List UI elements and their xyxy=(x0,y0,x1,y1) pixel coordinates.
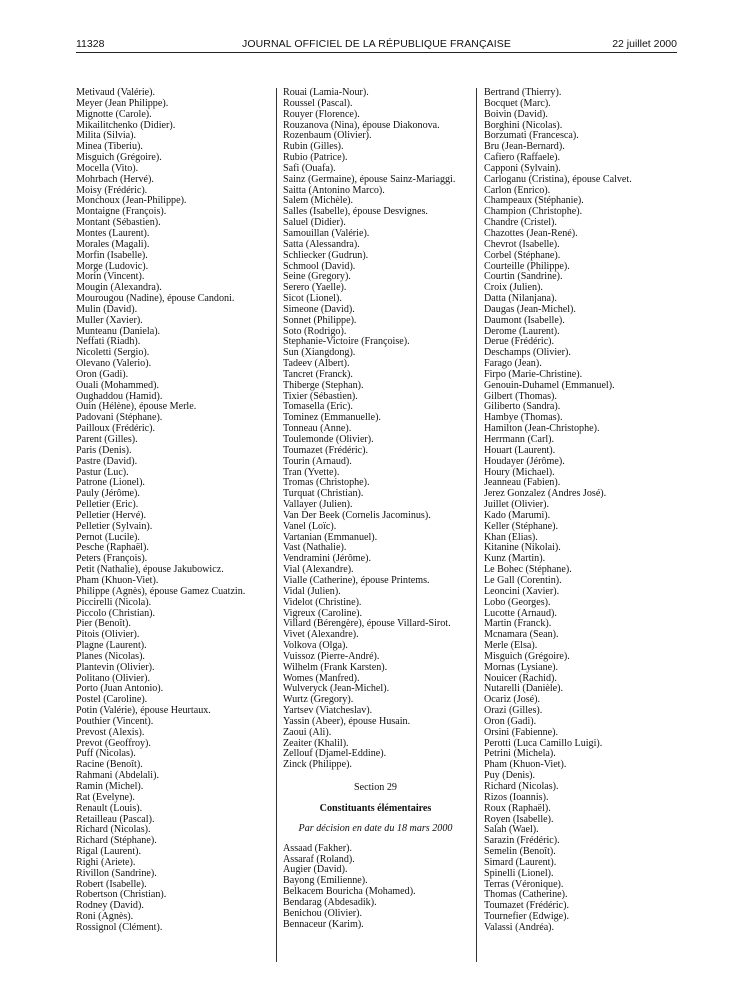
list-item: Vivet (Alexandre). xyxy=(283,629,359,641)
list-item: Tournefier (Edwige). xyxy=(484,911,570,923)
list-item: Plantevin (Olivier). xyxy=(76,661,155,673)
list-item: Chazottes (Jean-René). xyxy=(484,227,578,239)
list-item: Muller (Xavier). xyxy=(76,314,143,326)
list-item: Vigreux (Caroline). xyxy=(283,607,362,619)
list-item: Rubio (Patrice). xyxy=(283,152,348,164)
list-item: Ocariz (José). xyxy=(484,694,541,706)
list-item: Toumazet (Frédéric). xyxy=(484,900,570,912)
list-item: Ouali (Mohammed). xyxy=(76,379,159,391)
list-item: Yassin (Abeer), épouse Husain. xyxy=(283,715,411,727)
list-item: Nicoletti (Sergio). xyxy=(76,347,150,359)
list-item: Farago (Jean). xyxy=(484,358,542,370)
list-item: Renault (Louis). xyxy=(76,802,143,814)
list-item: Sicot (Lionel). xyxy=(283,293,342,305)
list-item: Montes (Laurent). xyxy=(76,227,150,239)
list-item: Pailloux (Frédéric). xyxy=(76,423,156,435)
list-item: Kunz (Martin). xyxy=(484,553,546,565)
list-item: Juillet (Olivier). xyxy=(484,499,550,511)
list-item: Metivaud (Valérie). xyxy=(76,87,156,98)
list-item: Porto (Juan Antonio). xyxy=(76,683,164,695)
list-item: Turquat (Christian). xyxy=(283,488,364,500)
list-item: Daugas (Jean-Michel). xyxy=(484,303,576,315)
list-item: Tancret (Franck). xyxy=(283,368,353,380)
list-item: Tonneau (Anne). xyxy=(283,423,352,435)
list-item: Martin (Franck). xyxy=(484,618,552,630)
list-item: Toumazet (Frédéric). xyxy=(283,444,369,456)
list-item: Womes (Manfred). xyxy=(283,672,360,684)
list-item: Semelin (Benoît). xyxy=(484,846,556,858)
list-item: Salem (Michèle). xyxy=(283,195,354,207)
list-item: Vast (Nathalie). xyxy=(283,542,347,554)
list-item: Sonnet (Philippe). xyxy=(283,314,357,326)
list-item: Prevost (Alexis). xyxy=(76,726,145,738)
list-item: Toulemonde (Olivier). xyxy=(283,434,374,445)
page-header xyxy=(76,38,677,53)
list-item: Rouyer (Florence). xyxy=(283,108,360,120)
list-item: Plagne (Laurent). xyxy=(76,640,147,652)
list-item: Kado (Marumi). xyxy=(484,509,551,521)
list-item: Pitois (Olivier). xyxy=(76,629,140,641)
list-item: Vuissoz (Pierre-André). xyxy=(283,650,380,662)
list-item: Herrmann (Carl). xyxy=(484,434,555,445)
list-item: Volkova (Olga). xyxy=(283,640,348,652)
list-item: Rodney (David). xyxy=(76,900,144,912)
list-item: Firpo (Marie-Christine). xyxy=(484,368,583,380)
list-item: Pouthier (Vincent). xyxy=(76,715,154,727)
list-item: Paris (Denis). xyxy=(76,444,132,456)
list-item: Misguich (Grégoire). xyxy=(484,650,570,662)
list-item: Champeaux (Stéphanie). xyxy=(484,195,584,207)
list-item: Benichou (Olivier). xyxy=(283,907,363,919)
list-item: Pham (Khuon-Viet). xyxy=(484,759,567,771)
list-item: Pernot (Lucile). xyxy=(76,531,140,543)
list-item: Patrone (Lionel). xyxy=(76,477,145,489)
list-item: Postel (Caroline). xyxy=(76,694,148,706)
list-item: Robertson (Christian). xyxy=(76,889,167,901)
list-item: Soto (Rodrigo). xyxy=(283,325,347,337)
list-item: Terras (Véronique). xyxy=(484,878,564,890)
list-item: Mcnamara (Sean). xyxy=(484,629,559,641)
list-item: Vialle (Catherine), épouse Printems. xyxy=(283,574,430,586)
list-item: Mohrbach (Hervé). xyxy=(76,173,154,185)
list-item: Roussel (Pascal). xyxy=(283,97,353,109)
list-item: Pauly (Jérôme). xyxy=(76,488,140,500)
list-item: Keller (Stéphane). xyxy=(484,520,558,532)
list-item: Assaraf (Roland). xyxy=(283,853,355,865)
list-item: Schliecker (Gudrun). xyxy=(283,249,369,261)
list-item: Tadeev (Albert). xyxy=(283,358,350,370)
list-item: Montant (Sébastien). xyxy=(76,217,161,229)
list-item: Ouin (Hélène), épouse Merle. xyxy=(76,401,197,413)
list-item: Racine (Benoît). xyxy=(76,759,143,771)
list-item: Derome (Laurent). xyxy=(484,325,560,337)
list-item: Bayong (Emilienne). xyxy=(283,875,368,887)
list-item: Chandre (Cristel). xyxy=(484,217,557,229)
list-item: Rubin (Gilles). xyxy=(283,141,344,153)
list-item: Olevano (Valerio). xyxy=(76,358,152,370)
list-item: Rizos (Ioannis). xyxy=(484,791,549,803)
list-item: Hambye (Thomas). xyxy=(484,412,563,424)
list-item: Piccirelli (Nicola). xyxy=(76,596,152,608)
list-item: Milita (Silvia). xyxy=(76,130,136,142)
list-item: Morales (Magali). xyxy=(76,238,150,250)
list-item: Seine (Gregory). xyxy=(283,271,351,283)
list-item: Wulveryck (Jean-Michel). xyxy=(283,683,390,695)
list-item: Salah (Wael). xyxy=(484,824,539,836)
list-item: Roux (Raphaël). xyxy=(484,802,551,814)
list-item: Champion (Christophe). xyxy=(484,206,583,218)
list-item: Rivillon (Sandrine). xyxy=(76,867,157,879)
list-item: Corbel (Stéphane). xyxy=(484,249,561,261)
list-item: Le Bohec (Stéphane). xyxy=(484,564,572,576)
page-number: 11328 xyxy=(76,38,105,50)
list-item: Rossignol (Clément). xyxy=(76,921,163,933)
list-item: Tominez (Emmanuelle). xyxy=(283,412,381,424)
list-item: Petit (Nathalie), épouse Jakubowicz. xyxy=(76,564,224,576)
list-item: Mocella (Vito). xyxy=(76,162,139,174)
list-item: Gilbert (Thomas). xyxy=(484,390,557,402)
list-item: Pelletier (Hervé). xyxy=(76,509,147,521)
list-item: Houart (Laurent). xyxy=(484,444,556,456)
list-item: Orazi (Gilles). xyxy=(484,705,543,717)
list-item: Pier (Benoît). xyxy=(76,618,131,630)
list-item: Pesche (Raphaël). xyxy=(76,542,149,554)
list-item: Jerez Gonzalez (Andres José). xyxy=(484,488,607,500)
list-item: Royen (Isabelle). xyxy=(484,813,554,825)
list-item: Genouin-Duhamel (Emmanuel). xyxy=(484,379,615,391)
list-item: Bertrand (Thierry). xyxy=(484,87,562,98)
list-item: Courtin (Sandrine). xyxy=(484,271,563,283)
publication-date: 22 juillet 2000 xyxy=(612,38,677,50)
list-item: Saitta (Antonino Marco). xyxy=(283,184,385,196)
list-item: Lobo (Georges). xyxy=(484,596,551,608)
list-item: Politano (Olivier). xyxy=(76,672,151,684)
list-item: Rozenbaum (Olivier). xyxy=(283,130,372,142)
list-item: Hamilton (Jean-Christophe). xyxy=(484,423,600,435)
list-item: Richard (Nicolas). xyxy=(484,781,559,792)
list-item: Planes (Nicolas). xyxy=(76,650,145,662)
list-item: Schmool (David). xyxy=(283,260,356,272)
list-item: Chevrot (Isabelle). xyxy=(484,238,560,250)
list-item: Sainz (Germaine), épouse Sainz-Mariaggi. xyxy=(283,173,456,185)
list-item: Ramin (Michel). xyxy=(76,781,144,792)
list-item: Bru (Jean-Bernard). xyxy=(484,141,565,153)
list-item: Tomasella (Eric). xyxy=(283,401,353,413)
list-item: Capponi (Sylvain). xyxy=(484,162,561,174)
list-item: Potin (Valérie), épouse Heurtaux. xyxy=(76,705,211,717)
list-item: Rouai (Lamia-Nour). xyxy=(283,87,369,98)
list-item: Khan (Elias). xyxy=(484,531,538,543)
list-item: Meyer (Jean Philippe). xyxy=(76,97,169,109)
list-item: Sun (Xiangdong). xyxy=(283,347,356,359)
decision-line: Par décision en date du 18 mars 2000 xyxy=(298,822,453,834)
list-item: Cafiero (Raffaele). xyxy=(484,152,561,164)
list-item: Salles (Isabelle), épouse Desvignes. xyxy=(283,206,428,218)
list-item: Rouzanova (Nina), épouse Diakonova. xyxy=(283,119,440,131)
list-item: Padovani (Stéphane). xyxy=(76,412,163,424)
list-item: Retailleau (Pascal). xyxy=(76,813,155,825)
list-item: Prevot (Geoffroy). xyxy=(76,737,151,749)
list-item: Carlon (Enrico). xyxy=(484,184,551,196)
list-item: Robert (Isabelle). xyxy=(76,878,147,890)
list-item: Saluel (Didier). xyxy=(283,217,346,229)
list-item: Orsini (Fabienne). xyxy=(484,726,559,738)
list-item: Puff (Nicolas). xyxy=(76,748,136,760)
list-item: Misguich (Grégoire). xyxy=(76,152,162,164)
list-item: Vendramini (Jérôme). xyxy=(283,553,372,565)
list-item: Samouillan (Valérie). xyxy=(283,227,370,239)
list-item: Serero (Yaelle). xyxy=(283,282,347,294)
list-item: Nouicer (Rachid). xyxy=(484,672,557,684)
list-item: Wurtz (Gregory). xyxy=(283,694,354,706)
list-item: Deschamps (Olivier). xyxy=(484,347,571,359)
list-item: Le Gall (Corentin). xyxy=(484,574,562,586)
list-item: Thomas (Catherine). xyxy=(484,889,568,901)
list-item: Thiberge (Stephan). xyxy=(283,379,364,391)
list-item: Bennaceur (Karim). xyxy=(283,918,364,930)
column-divider xyxy=(276,88,277,962)
list-item: Zeaiter (Khalil). xyxy=(283,737,349,749)
list-item: Pelletier (Eric). xyxy=(76,499,139,511)
list-item: Zellouf (Djamel-Eddine). xyxy=(283,748,387,760)
list-item: Zaoui (Ali). xyxy=(283,726,332,738)
list-item: Nutarelli (Danièle). xyxy=(484,683,564,695)
list-item: Safi (Ouafa). xyxy=(283,162,336,174)
list-item: Perotti (Luca Camillo Luigi). xyxy=(484,737,603,749)
list-item: Borghini (Nicolas). xyxy=(484,119,563,131)
list-item: Pham (Khuon-Viet). xyxy=(76,574,159,586)
journal-title: JOURNAL OFFICIEL DE LA RÉPUBLIQUE FRANÇAISE xyxy=(242,38,511,50)
list-item: Mourougou (Nadine), épouse Candoni. xyxy=(76,293,235,305)
list-item: Minea (Tiberiu). xyxy=(76,141,143,153)
list-item: Pelletier (Sylvain). xyxy=(76,520,153,532)
list-item: Houry (Michael). xyxy=(484,466,555,478)
list-item: Roni (Agnès). xyxy=(76,911,134,923)
list-item: Mikailitchenko (Didier). xyxy=(76,119,176,131)
list-item: Derue (Frédéric). xyxy=(484,336,555,348)
list-item: Spinelli (Lionel). xyxy=(484,867,554,879)
list-item: Tourin (Arnaud). xyxy=(283,455,352,467)
list-item: Carloganu (Cristina), épouse Calvet. xyxy=(484,173,632,185)
list-item: Jeanneau (Fabien). xyxy=(484,477,561,489)
list-item: Munteanu (Daniela). xyxy=(76,325,161,337)
name-column-3 xyxy=(484,88,677,934)
list-item: Lucotte (Arnaud). xyxy=(484,607,557,619)
list-item: Videlot (Christine). xyxy=(283,596,362,608)
list-item: Simard (Laurent). xyxy=(484,856,557,868)
list-item: Van Der Beek (Cornelis Jacominus). xyxy=(283,509,431,521)
list-item: Merle (Elsa). xyxy=(484,640,538,652)
list-item: Rahmani (Abdelali). xyxy=(76,770,159,782)
list-item: Tran (Yvette). xyxy=(283,466,340,478)
list-item: Courteille (Philippe). xyxy=(484,260,570,272)
list-item: Piccolo (Christian). xyxy=(76,607,156,619)
list-item: Oron (Gadi). xyxy=(76,368,129,380)
list-item: Valassi (Andréa). xyxy=(484,921,555,933)
list-item: Datta (Nilanjana). xyxy=(484,293,557,305)
list-item: Morin (Vincent). xyxy=(76,271,145,283)
list-item: Bocquet (Marc). xyxy=(484,97,551,109)
list-item: Mignotte (Carole). xyxy=(76,108,152,120)
section-subtitle: Constituants élémentaires xyxy=(319,803,432,814)
list-item: Belkacem Bouricha (Mohamed). xyxy=(283,886,416,898)
column-divider xyxy=(476,88,477,962)
list-item: Montaigne (François). xyxy=(76,206,167,218)
list-item: Bendarag (Abdesadik). xyxy=(283,896,377,908)
section-title: Section 29 xyxy=(354,782,397,794)
list-item: Yartsev (Viatcheslav). xyxy=(283,705,373,717)
list-item: Vial (Alexandre). xyxy=(283,564,354,576)
list-item: Simeone (David). xyxy=(283,303,355,315)
list-item: Tixier (Sébastien). xyxy=(283,390,358,402)
list-item: Zinck (Philippe). xyxy=(283,759,352,771)
list-item: Borzumati (Francesca). xyxy=(484,130,579,142)
list-item: Richard (Stéphane). xyxy=(76,835,157,847)
list-item: Tromas (Christophe). xyxy=(283,477,370,489)
name-list xyxy=(283,88,468,771)
list-item: Mougin (Alexandra). xyxy=(76,282,162,294)
list-item: Vidal (Julien). xyxy=(283,585,341,597)
list-item: Rat (Evelyne). xyxy=(76,791,135,803)
list-item: Giliberto (Sandra). xyxy=(484,401,561,413)
list-item: Stephanie-Victoire (Françoise). xyxy=(283,336,410,348)
name-column-1 xyxy=(76,88,266,934)
list-item: Wilhelm (Frank Karsten). xyxy=(283,661,388,673)
list-item: Vanel (Loïc). xyxy=(283,520,337,532)
list-item: Neffati (Riadh). xyxy=(76,336,141,348)
list-item: Pastur (Luc). xyxy=(76,466,129,478)
list-item: Moisy (Frédéric). xyxy=(76,184,148,196)
list-item: Croix (Julien). xyxy=(484,282,543,294)
list-item: Kitanine (Nikolai). xyxy=(484,542,561,554)
list-item: Oughaddou (Hamid). xyxy=(76,390,163,402)
list-item: Parent (Gilles). xyxy=(76,434,138,445)
list-item: Richard (Nicolas). xyxy=(76,824,151,836)
list-item: Sarazin (Frédéric). xyxy=(484,835,560,847)
list-item: Vallayer (Julien). xyxy=(283,499,353,511)
list-item: Righi (Ariete). xyxy=(76,856,136,868)
list-item: Villard (Bérengère), épouse Villard-Sirot. xyxy=(283,618,451,630)
list-item: Augier (David). xyxy=(283,864,348,876)
list-item: Philippe (Agnès), épouse Gamez Cuatzin. xyxy=(76,585,246,597)
list-item: Puy (Denis). xyxy=(484,770,536,782)
list-item: Morge (Ludovic). xyxy=(76,260,149,272)
list-item: Assaad (Fakher). xyxy=(283,842,352,854)
list-item: Daumont (Isabelle). xyxy=(484,314,565,326)
list-item: Peters (François). xyxy=(76,553,148,565)
list-item: Houdayer (Jérôme). xyxy=(484,455,565,467)
section-name-list xyxy=(283,844,468,931)
list-item: Morfin (Isabelle). xyxy=(76,249,148,261)
name-column-2 xyxy=(283,88,468,930)
list-item: Vartanian (Emmanuel). xyxy=(283,531,378,543)
list-item: Monchoux (Jean-Philippe). xyxy=(76,195,187,207)
list-item: Mornas (Lysiane). xyxy=(484,661,559,673)
list-item: Rigal (Laurent). xyxy=(76,846,142,858)
list-item: Oron (Gadi). xyxy=(484,715,537,727)
list-item: Pastre (David). xyxy=(76,455,138,467)
list-item: Leoncini (Xavier). xyxy=(484,585,560,597)
list-item: Boivin (David). xyxy=(484,108,548,120)
list-item: Satta (Alessandra). xyxy=(283,238,360,250)
list-item: Mulin (David). xyxy=(76,303,138,315)
list-item: Petrini (Michela). xyxy=(484,748,556,760)
